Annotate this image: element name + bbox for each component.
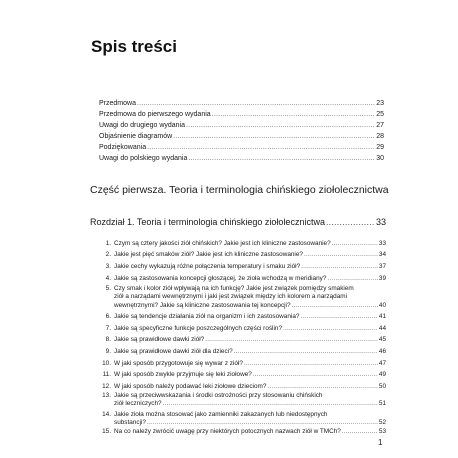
question-number: 13. (102, 392, 111, 399)
leader-dots (326, 217, 375, 227)
question-entry[interactable] (99, 313, 386, 321)
part-heading: Część pierwsza. Teoria i terminologia chińskiego ziołolecznictwa (90, 184, 389, 196)
question-entry[interactable] (99, 360, 386, 368)
question-text-line: Czy smak i kolor ziół wpływają na ich funkcję? Jakie jest związek pomiędzy smakiem (114, 285, 354, 292)
leader-dots (283, 325, 378, 333)
question-entry[interactable] (99, 428, 386, 436)
question-page: 41 (378, 313, 386, 320)
question-entry[interactable] (99, 383, 386, 391)
toc-entry-page: 30 (376, 155, 384, 162)
leader-dots (234, 348, 378, 356)
question-page: 50 (378, 383, 386, 390)
question-text: Jakie są specyficzne funkcje poszczególnych części roślin? (114, 325, 283, 332)
question-text: Czym są cztery jakości ziół chińskich? Jakie jest ich kliniczne zastosowanie? (114, 240, 331, 247)
toc-entry-label: Objaśnienie diagramów (99, 133, 173, 140)
toc-entry[interactable] (99, 144, 384, 152)
toc-entry-page: 29 (376, 144, 384, 151)
question-text-line: ziół leczniczych? (114, 400, 162, 408)
toc-entry-page: 23 (376, 100, 384, 107)
question-text: Jakie są prawidłowe dawki ziół dla dzieci? (114, 348, 233, 355)
leader-dots (253, 371, 378, 379)
question-number: 7. (105, 325, 111, 332)
leader-dots (188, 155, 375, 163)
toc-entry-label: Podziękowania (99, 144, 147, 151)
question-page: 45 (378, 336, 386, 343)
leader-dots (205, 336, 378, 344)
leader-dots (244, 360, 378, 368)
toc-entry[interactable] (99, 122, 384, 130)
question-entry[interactable] (99, 411, 386, 428)
toc-entry[interactable] (99, 100, 384, 108)
question-page: 49 (378, 371, 386, 378)
leader-dots (267, 383, 378, 391)
question-number: 2. (105, 251, 111, 258)
question-page: 53 (378, 428, 386, 435)
leader-dots (163, 400, 378, 408)
leader-dots (342, 428, 378, 436)
question-text: W jaki sposób należy podawać leki ziołowe dzieciom? (114, 383, 267, 390)
chapter-entry[interactable] (90, 217, 386, 227)
question-page: 34 (378, 251, 386, 258)
toc-entry-label: Uwagi do polskiego wydania (99, 155, 188, 162)
question-number: 14. (102, 411, 111, 418)
question-text: Jakie są prawidłowe dawki ziół? (114, 336, 205, 343)
question-number: 1. (105, 240, 111, 247)
question-number: 4. (105, 275, 111, 282)
question-entry[interactable] (99, 251, 386, 259)
leader-dots (147, 419, 378, 427)
question-text-line: Jakie są przeciwwskazania i środki ostrożności przy stosowaniu chińskich (114, 392, 323, 399)
question-page: 44 (378, 325, 386, 332)
question-text: Na co należy zwrócić uwagę przy niektórych potocznych nazwach ziół w TMCh? (114, 428, 341, 435)
question-page: 39 (378, 275, 386, 282)
leader-dots (292, 302, 378, 310)
question-text: Jakie cechy wykazują różne połączenia temperatury i smaku ziół? (114, 263, 301, 270)
leader-dots (327, 275, 377, 283)
question-page: 46 (378, 348, 386, 355)
leader-dots (137, 100, 375, 108)
question-entry[interactable] (99, 336, 386, 344)
leader-dots (300, 313, 377, 321)
question-number: 11. (102, 371, 111, 378)
toc-entry[interactable] (99, 155, 384, 163)
toc-entry[interactable] (99, 133, 384, 141)
question-entry[interactable] (99, 240, 386, 248)
toc-entry-page: 28 (376, 133, 384, 140)
question-text: W jaki sposób przygotowuje się wywar z ziół? (114, 360, 243, 367)
question-entry[interactable] (99, 371, 386, 379)
question-entry[interactable] (99, 285, 386, 310)
toc-entry-label: Uwagi do drugiego wydania (99, 122, 185, 129)
question-number: 15. (102, 428, 111, 435)
leader-dots (332, 240, 378, 248)
question-text-line: Jakie zioła można stosować jako zamienniki zakazanych lub niedostępnych (114, 411, 328, 418)
question-text: Jakie są zastosowania koncepcji głoszącej, że zioła wchodzą w meridiany? (114, 275, 327, 282)
leader-dots (304, 251, 378, 259)
question-number: 6. (105, 313, 111, 320)
toc-entry-label: Przedmowa do pierwszego wydania (99, 111, 211, 118)
question-number: 10. (102, 360, 111, 367)
toc-entry-page: 25 (376, 111, 384, 118)
question-text: Jakie jest pięć smaków ziół? Jakie jest ich kliniczne zastosowanie? (114, 251, 303, 258)
question-page: 52 (378, 419, 386, 427)
toc-entry-label: Przedmowa (99, 100, 136, 107)
question-number: 3. (105, 263, 111, 270)
question-text-line: wewnętrznymi? Jakie są kliniczne zastosowania tej koncepcji? (114, 301, 291, 309)
question-text-line: substancji? (114, 419, 146, 427)
leader-dots (212, 111, 376, 119)
question-page: 37 (378, 263, 386, 270)
toc-entry-page: 27 (376, 122, 384, 129)
question-entry[interactable] (99, 275, 386, 283)
page-number: 1 (378, 438, 383, 447)
question-text: Jakie są tendencje działania ziół na organizm i ich zastosowania? (114, 313, 300, 320)
leader-dots (173, 133, 375, 141)
chapter-label: Rozdział 1. Teoria i terminologia chińskiego ziołolecznictwa (90, 217, 325, 227)
question-number: 5. (105, 285, 111, 292)
question-entry[interactable] (99, 348, 386, 356)
page-title: Spis treści (91, 37, 177, 56)
question-number: 12. (102, 383, 111, 390)
question-entry[interactable] (99, 263, 386, 271)
question-text-line: ziół a narządami wewnętrznymi i jaki jest związek między ich kolorem a narządami (114, 293, 347, 301)
question-number: 8. (105, 336, 111, 343)
question-page: 51 (378, 400, 386, 408)
question-entry[interactable] (99, 392, 386, 409)
leader-dots (147, 144, 375, 152)
question-page: 40 (378, 301, 386, 309)
leader-dots (186, 122, 375, 130)
question-page: 47 (378, 360, 386, 367)
question-page: 33 (378, 240, 386, 247)
question-text: W jaki sposób zwykle przyjmuje się leki ziołowe? (114, 371, 252, 378)
question-number: 9. (105, 348, 111, 355)
chapter-page: 33 (375, 217, 386, 227)
toc-entry[interactable] (99, 111, 384, 119)
question-entry[interactable] (99, 325, 386, 333)
leader-dots (301, 263, 378, 271)
